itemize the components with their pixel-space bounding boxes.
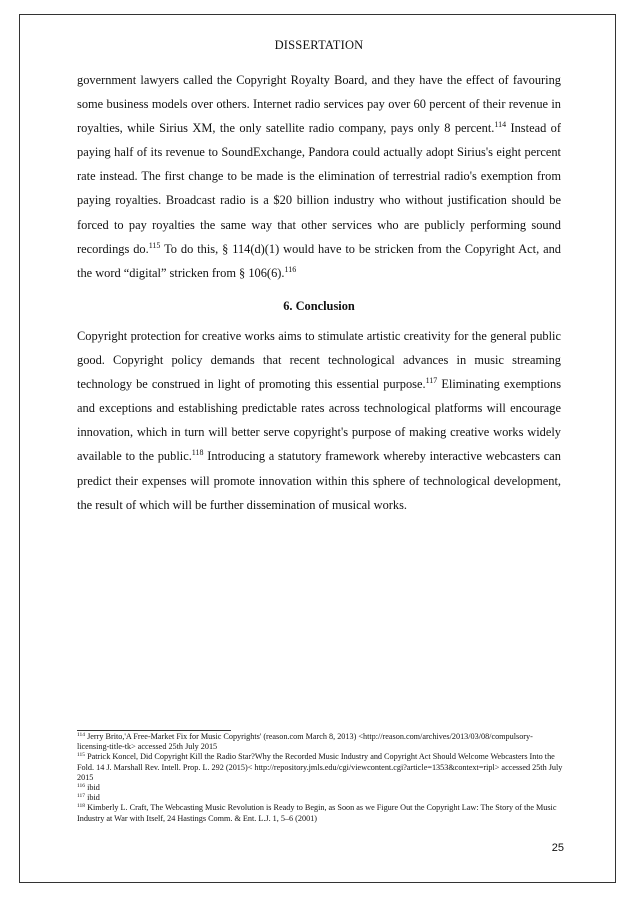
footnote-ref-118[interactable]: 118: [191, 448, 204, 458]
section-heading: 6. Conclusion: [283, 298, 355, 313]
page-header: DISSERTATION: [274, 38, 364, 52]
footnote-number: 114: [77, 732, 86, 738]
footnote-ref-115[interactable]: 115: [148, 240, 161, 250]
paragraph-2-text-a: Copyright protection for creative works aims to stimulate artistic creativity for the general public good. Copyright policy demands that recent technological advances in music streaming technology be construed in light of promoting this essential purpose.: [77, 328, 561, 392]
footnote-115: [77, 752, 563, 783]
paragraph-1-text-a: government lawyers called the Copyright Royalty Board, and they have the effect of favouring some business models over others. Internet radio services pay over 60 percent of their revenue in royalties, while Sirius XM, the only satellite radio company, pays only 8 percent.: [77, 73, 561, 136]
paragraph-2: [77, 324, 561, 517]
footnote-number: 118: [77, 803, 86, 810]
paragraph-1-text-c: To do this, § 114(d)(1) would have to be stricken from the Copyright Act, and the word “digital” stricken from § 106(6).: [77, 241, 561, 280]
footnote-number: 116: [77, 783, 86, 790]
page-number: 25: [551, 842, 564, 854]
footnote-114: [77, 732, 563, 752]
paragraph-2-text-b: Eliminating exemptions and exceptions and establishing predictable rates across technological platforms will encourage innovation, which in turn will better serve copyright's purpose of making creative works widely available to the public.: [77, 377, 562, 464]
footnote-118: [77, 803, 563, 823]
footnote-text: ibid: [87, 793, 100, 803]
footnote-separator: [77, 730, 231, 731]
paragraph-1: [77, 68, 561, 285]
footnote-ref-117[interactable]: 117: [425, 376, 438, 386]
footnote-text: Jerry Brito,'A Free-Market Fix for Music Copyrights' (reason.com March 8, 2013) <http://reason.com/archives/2013/03/08/compulsory-licensing-title-tk> accessed 25th July 2015: [77, 732, 533, 752]
footnote-text: Patrick Koncel, Did Copyright Kill the Radio Star?Why the Recorded Music Industry and Copyright Act Should Welcome Webcasters Into the Fold. 14 J. Marshall Rev. Intell. Prop. L. 292 (2015)< http://repository.jmls.edu/cgi/viewcontent.cgi?article=1353&context=ripl> accessed 25th July 2015: [77, 752, 563, 782]
footnote-117: [77, 793, 563, 803]
footnote-number: 117: [77, 793, 86, 800]
paragraph-1-text-b: Instead of paying half of its revenue to SoundExchange, Pandora could actually adopt Sirius's eight percent rate instead. The first change to be made is the elimination of terrestrial radio's exemption from paying royalties. Broadcast radio is a $20 billion industry who without justification should be forced to pay royalties the same way that other services who are publicly performing sound recordings do.: [77, 121, 561, 256]
footnote-number: 115: [77, 752, 86, 759]
footnote-text: Kimberly L. Craft, The Webcasting Music Revolution is Ready to Begin, as Soon as we Figure Out the Copyright Law: The Story of the Music Industry at War with Itself, 24 Hastings Comm. & Ent. L.J. 1, 5–6 (2001): [77, 803, 557, 823]
footnote-ref-114[interactable]: 114: [494, 120, 507, 130]
footnote-ref-116[interactable]: 116: [284, 264, 297, 274]
body-text: [77, 68, 561, 517]
footnote-text: ibid: [87, 783, 100, 793]
paragraph-2-text-c: Introducing a statutory framework whereby interactive webcasters can predict their expenses will promote innovation within this sphere of technological development, the result of which will be further dissemination of musical works.: [77, 449, 561, 512]
footnotes: [77, 732, 563, 824]
footnote-116: [77, 783, 563, 793]
